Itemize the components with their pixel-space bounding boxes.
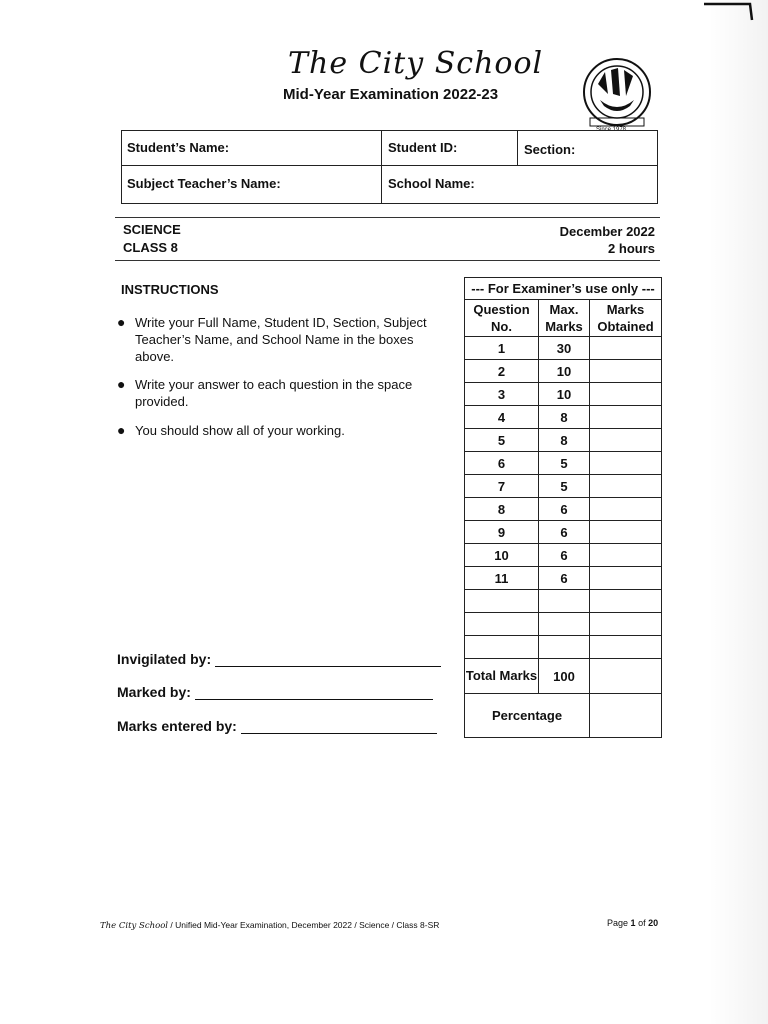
max-marks-cell: 6 xyxy=(539,521,590,544)
page-label: Page xyxy=(607,918,629,928)
instruction-text: Write your answer to each question in the space provided. xyxy=(135,377,413,409)
instruction-text: You should show all of your working. xyxy=(135,423,345,438)
max-marks-cell: 8 xyxy=(539,429,590,452)
marks-obtained-cell[interactable] xyxy=(590,429,662,452)
scan-corner-mark xyxy=(702,0,768,22)
instruction-item xyxy=(117,314,437,365)
marks-obtained-cell[interactable] xyxy=(590,544,662,567)
invigilated-by-label: Invigilated by: xyxy=(117,651,212,667)
max-marks-cell: 6 xyxy=(539,498,590,521)
marks-obtained-cell[interactable] xyxy=(590,383,662,406)
exam-duration: 2 hours xyxy=(608,241,655,256)
marks-obtained-cell[interactable] xyxy=(590,498,662,521)
max-marks-cell: 10 xyxy=(539,383,590,406)
max-marks-cell: 8 xyxy=(539,406,590,429)
col-max-marks-header: Max. Marks xyxy=(539,300,590,337)
marks-obtained-cell[interactable] xyxy=(590,567,662,590)
student-name-field[interactable]: Student’s Name: xyxy=(127,140,230,155)
class-name: CLASS 8 xyxy=(123,240,178,255)
marks-entered-by-field[interactable] xyxy=(117,718,437,734)
table-row xyxy=(465,429,662,452)
marks-obtained-cell[interactable] xyxy=(590,590,662,613)
total-marks-label: Total Marks xyxy=(465,659,539,694)
question-number-cell: 1 xyxy=(465,337,539,360)
page-number xyxy=(607,918,658,928)
instruction-item xyxy=(117,422,437,439)
table-row xyxy=(465,613,662,636)
section-field[interactable]: Section: xyxy=(524,142,576,157)
bullet-icon: ● xyxy=(117,376,126,392)
page-of: of xyxy=(638,918,646,928)
student-info-box xyxy=(121,130,658,204)
footer-school: The City School xyxy=(100,921,169,931)
table-row xyxy=(465,360,662,383)
table-row xyxy=(465,337,662,360)
max-marks-cell: 5 xyxy=(539,475,590,498)
table-row xyxy=(465,544,662,567)
marks-obtained-cell[interactable] xyxy=(590,406,662,429)
student-id-field[interactable]: Student ID: xyxy=(388,140,458,155)
table-row xyxy=(465,452,662,475)
subject-rule-bottom xyxy=(115,260,660,261)
question-number-cell xyxy=(465,590,539,613)
table-row xyxy=(465,383,662,406)
instruction-item xyxy=(117,376,437,410)
info-box-divider xyxy=(122,165,657,166)
school-name-field[interactable]: School Name: xyxy=(388,176,475,191)
table-row xyxy=(465,567,662,590)
marks-obtained-cell[interactable] xyxy=(590,521,662,544)
subject-name: SCIENCE xyxy=(123,222,181,237)
scan-edge-shadow xyxy=(708,0,768,1024)
question-number-cell: 3 xyxy=(465,383,539,406)
school-logo-text: The City School xyxy=(288,46,544,81)
max-marks-cell xyxy=(539,590,590,613)
subject-rule-top xyxy=(115,217,660,218)
question-number-cell: 11 xyxy=(465,567,539,590)
exam-title: Mid-Year Examination 2022-23 xyxy=(283,86,499,103)
marked-by-label: Marked by: xyxy=(117,684,191,700)
total-marks-value: 100 xyxy=(539,659,590,694)
question-number-cell: 10 xyxy=(465,544,539,567)
question-number-cell xyxy=(465,613,539,636)
marks-entered-by-label: Marks entered by: xyxy=(117,718,237,734)
bullet-icon: ● xyxy=(117,314,126,330)
table-row xyxy=(465,475,662,498)
table-row xyxy=(465,636,662,659)
marks-obtained-cell[interactable] xyxy=(590,360,662,383)
max-marks-cell: 5 xyxy=(539,452,590,475)
col-marks-obtained-header: Marks Obtained xyxy=(590,300,662,337)
col-question-header: Question No. xyxy=(465,300,539,337)
question-number-cell: 9 xyxy=(465,521,539,544)
question-number-cell: 6 xyxy=(465,452,539,475)
signature-line[interactable] xyxy=(215,666,441,667)
question-number-cell xyxy=(465,636,539,659)
page-footer xyxy=(100,920,439,931)
question-number-cell: 5 xyxy=(465,429,539,452)
marks-obtained-cell[interactable] xyxy=(590,475,662,498)
question-number-cell: 2 xyxy=(465,360,539,383)
signature-line[interactable] xyxy=(241,733,437,734)
info-box-divider xyxy=(517,131,518,166)
table-row xyxy=(465,406,662,429)
page-total: 20 xyxy=(648,918,659,928)
marks-obtained-cell[interactable] xyxy=(590,337,662,360)
table-row xyxy=(465,521,662,544)
crest-caption: Since 1978 xyxy=(596,127,627,133)
max-marks-cell: 30 xyxy=(539,337,590,360)
marks-obtained-cell[interactable] xyxy=(590,636,662,659)
marks-rows xyxy=(465,337,662,659)
max-marks-cell: 6 xyxy=(539,567,590,590)
percentage-label: Percentage xyxy=(465,694,590,738)
table-row xyxy=(465,498,662,521)
marks-obtained-cell[interactable] xyxy=(590,613,662,636)
exam-date: December 2022 xyxy=(559,224,655,239)
max-marks-cell xyxy=(539,636,590,659)
question-number-cell: 4 xyxy=(465,406,539,429)
invigilated-by-field[interactable] xyxy=(117,651,441,667)
teacher-name-field[interactable]: Subject Teacher’s Name: xyxy=(127,176,281,191)
marked-by-field[interactable] xyxy=(117,684,433,700)
total-marks-obtained-cell[interactable] xyxy=(590,659,662,694)
signature-line[interactable] xyxy=(195,699,433,700)
footer-text: / Unified Mid-Year Examination, December 2022 / Science / Class 8-SR xyxy=(170,920,440,930)
percentage-cell[interactable] xyxy=(590,694,662,738)
examiner-table-title: --- For Examiner’s use only --- xyxy=(465,278,662,300)
max-marks-cell: 6 xyxy=(539,544,590,567)
max-marks-cell xyxy=(539,613,590,636)
table-row xyxy=(465,590,662,613)
question-number-cell: 7 xyxy=(465,475,539,498)
bullet-icon: ● xyxy=(117,422,126,438)
examiner-marks-table xyxy=(464,277,662,738)
info-box-divider xyxy=(381,131,382,203)
marks-obtained-cell[interactable] xyxy=(590,452,662,475)
page-current: 1 xyxy=(630,918,636,928)
question-number-cell: 8 xyxy=(465,498,539,521)
instructions-heading: INSTRUCTIONS xyxy=(121,282,219,297)
school-crest-icon xyxy=(578,54,656,136)
instruction-text: Write your Full Name, Student ID, Section, Subject Teacher’s Name, and School Name in the boxes above. xyxy=(135,315,427,364)
max-marks-cell: 10 xyxy=(539,360,590,383)
